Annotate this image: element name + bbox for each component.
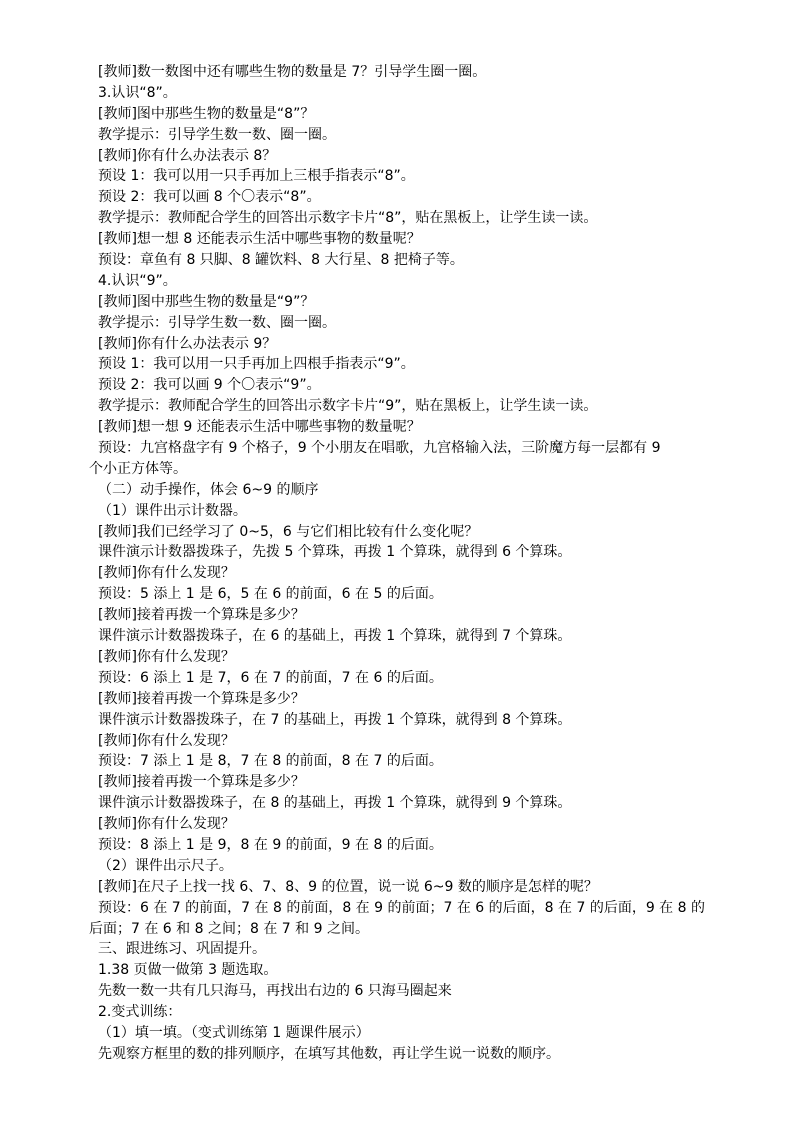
text-line: （二）动手操作，体会 6~9 的顺序 (98, 481, 319, 498)
text-line: 预设 1：我可以用一只手再加上三根手指表示“8”。 (98, 168, 415, 185)
text-line: [教师]在尺子上找一找 6、7、8、9 的位置，说一说 6~9 数的顺序是怎样的呢？ (98, 878, 598, 895)
text-line: [教师]你有什么办法表示 8？ (98, 147, 277, 164)
text-line: [教师]图中那些生物的数量是“8”？ (98, 105, 315, 122)
text-line: 3.认识“8”。 (98, 84, 177, 101)
text-body (90, 62, 740, 1065)
text-line: 三、跟进练习、巩固提升。 (98, 941, 266, 958)
text-line: 教学提示：教师配合学生的回答出示数字卡片“8”，贴在黑板上，让学生读一读。 (98, 210, 598, 227)
text-line: [教师]图中那些生物的数量是“9”？ (98, 293, 315, 310)
text-line: [教师]你有什么发现？ (98, 732, 235, 749)
text-line: 预设：6 添上 1 是 7，6 在 7 的前面，7 在 6 的后面。 (98, 669, 443, 686)
text-line: [教师]你有什么发现？ (98, 565, 235, 582)
text-line: 先观察方框里的数的排列顺序，在填写其他数，再让学生说一说数的顺序。 (98, 1045, 560, 1062)
text-line: 教学提示：引导学生数一数、圈一圈。 (98, 126, 336, 143)
text-line: （2）课件出示尺子。 (98, 857, 233, 874)
text-line: 预设：8 添上 1 是 9，8 在 9 的前面，9 在 8 的后面。 (98, 836, 443, 853)
text-line: 先数一数一共有几只海马，再找出右边的 6 只海马圈起来 (98, 983, 452, 1000)
text-line: 预设 2：我可以画 8 个〇表示“8”。 (98, 189, 321, 206)
text-line: 教学提示：引导学生数一数、圈一圈。 (98, 314, 336, 331)
text-line: [教师]想一想 8 还能表示生活中哪些事物的数量呢？ (98, 231, 421, 248)
text-line: [教师]你有什么发现？ (98, 816, 235, 833)
text-line: [教师]你有什么发现？ (98, 648, 235, 665)
text-line: [教师]想一想 9 还能表示生活中哪些事物的数量呢？ (98, 419, 421, 436)
text-line: 预设：章鱼有 8 只脚、8 罐饮料、8 大行星、8 把椅子等。 (98, 252, 464, 269)
text-line: 个小正方体等。 (89, 460, 187, 477)
text-line: 预设：6 在 7 的前面，7 在 8 的前面，8 在 9 的前面；7 在 6 的后面，8 在 7 的后面，9 在 8 的 (98, 899, 705, 916)
text-line: 2.变式训练： (98, 1004, 182, 1021)
text-line: [教师]接着再拨一个算珠是多少？ (98, 690, 305, 707)
text-line: （1）填一填。（变式训练第 1 题课件展示） (98, 1024, 370, 1041)
text-line: 预设：5 添上 1 是 6，5 在 6 的前面，6 在 5 的后面。 (98, 586, 443, 603)
text-line: [教师]接着再拨一个算珠是多少？ (98, 774, 305, 791)
text-line: [教师]我们已经学习了 0~5，6 与它们相比较有什么变化呢？ (98, 523, 479, 540)
text-line: 1.38 页做一做第 3 题选取。 (98, 962, 278, 979)
text-line: [教师]接着再拨一个算珠是多少？ (98, 607, 305, 624)
text-line: 预设 1：我可以用一只手再加上四根手指表示“9”。 (98, 356, 415, 373)
text-line: 教学提示：教师配合学生的回答出示数字卡片“9”，贴在黑板上，让学生读一读。 (98, 398, 598, 415)
text-line: 课件演示计数器拨珠子，在 8 的基础上，再拨 1 个算珠，就得到 9 个算珠。 (98, 795, 572, 812)
text-line: 4.认识“9”。 (98, 272, 177, 289)
text-line: 课件演示计数器拨珠子，在 7 的基础上，再拨 1 个算珠，就得到 8 个算珠。 (98, 711, 572, 728)
text-line: 预设：九宫格盘字有 9 个格子，9 个小朋友在唱歌，九宫格输入法，三阶魔方每一层都有 9 (98, 440, 661, 457)
text-line: 预设 2：我可以画 9 个〇表示“9”。 (98, 377, 321, 394)
text-line: 课件演示计数器拨珠子，在 6 的基础上，再拨 1 个算珠，就得到 7 个算珠。 (98, 628, 572, 645)
text-line: 课件演示计数器拨珠子，先拨 5 个算珠，再拨 1 个算珠，就得到 6 个算珠。 (98, 544, 572, 561)
text-line: 后面；7 在 6 和 8 之间；8 在 7 和 9 之间。 (89, 920, 369, 937)
text-line: [教师]数一数图中还有哪些生物的数量是 7？引导学生圈一圈。 (98, 64, 487, 80)
text-line: （1）课件出示计数器。 (98, 502, 247, 519)
text-line: [教师]你有什么办法表示 9？ (98, 335, 277, 352)
text-line: 预设：7 添上 1 是 8，7 在 8 的前面，8 在 7 的后面。 (98, 753, 443, 770)
